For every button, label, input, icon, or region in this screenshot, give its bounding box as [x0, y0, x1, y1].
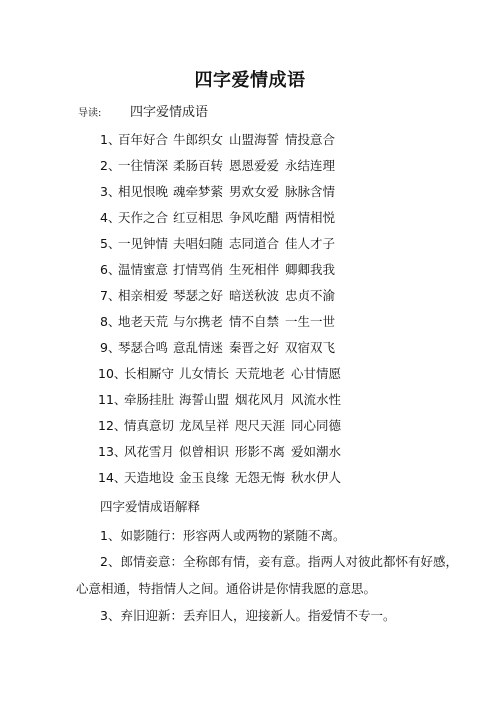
- idiom-row: [0, 416, 500, 436]
- idiom-row-number: 1、: [100, 132, 121, 147]
- document-title: 四字爱情成语: [194, 70, 306, 91]
- idiom-item: 相亲相爱: [118, 288, 169, 303]
- idiom-item: 无怨无悔: [235, 470, 286, 485]
- idiom-item: 卿卿我我: [285, 262, 336, 277]
- idiom-item: 海誓山盟: [179, 392, 230, 407]
- idiom-item: 心甘情愿: [291, 366, 342, 381]
- idiom-row-number: 8、: [100, 314, 121, 329]
- idiom-row-number: 14、: [98, 470, 127, 485]
- idiom-row-number: 3、: [100, 184, 121, 199]
- idiom-item: 脉脉含情: [285, 184, 336, 199]
- idiom-item: 魂牵梦萦: [173, 184, 224, 199]
- idiom-row-number: 7、: [100, 288, 121, 303]
- idiom-item: 双宿双飞: [285, 340, 336, 355]
- idiom-item: 形影不离: [235, 444, 286, 459]
- idiom-row-number: 12、: [98, 418, 127, 433]
- idiom-item: 地老天荒: [118, 314, 169, 329]
- idiom-item: 百年好合: [118, 132, 169, 147]
- idiom-item: 男欢女爱: [229, 184, 280, 199]
- idiom-item: 意乱情迷: [173, 340, 224, 355]
- idiom-item: 牵肠挂肚: [124, 392, 175, 407]
- idiom-row: [0, 338, 500, 358]
- lead-title: 四字爱情成语: [130, 105, 209, 120]
- idiom-row: [0, 312, 500, 332]
- idiom-row-number: 4、: [100, 210, 121, 225]
- idiom-row: [0, 468, 500, 488]
- idiom-item: 打情骂俏: [173, 262, 224, 277]
- idiom-item: 一生一世: [285, 314, 336, 329]
- lead-label: 导读:: [78, 108, 102, 119]
- idiom-item: 风流水性: [291, 392, 342, 407]
- idiom-row: [0, 182, 500, 202]
- idiom-item: 天造地设: [124, 470, 175, 485]
- idiom-row-number: 6、: [100, 262, 121, 277]
- idiom-row: [0, 442, 500, 462]
- idiom-item: 佳人才子: [285, 236, 336, 251]
- idiom-item: 秋水伊人: [291, 470, 342, 485]
- idiom-item: 风花雪月: [124, 444, 175, 459]
- idiom-row: [0, 130, 500, 150]
- idiom-item: 山盟海誓: [229, 132, 280, 147]
- idiom-item: 夫唱妇随: [173, 236, 224, 251]
- idiom-item: 天作之合: [118, 210, 169, 225]
- idiom-item: 情投意合: [285, 132, 336, 147]
- idiom-row: [0, 260, 500, 280]
- idiom-row: [0, 364, 500, 384]
- idiom-row: [0, 234, 500, 254]
- idiom-item: 金玉良缘: [179, 470, 230, 485]
- idiom-item: 争风吃醋: [229, 210, 280, 225]
- idiom-item: 志同道合: [229, 236, 280, 251]
- idiom-item: 天荒地老: [235, 366, 286, 381]
- idiom-item: 琴瑟之好: [173, 288, 224, 303]
- idiom-item: 温情蜜意: [118, 262, 169, 277]
- idiom-item: 恩恩爱爱: [229, 158, 280, 173]
- idiom-row: [0, 208, 500, 228]
- idiom-item: 龙凤呈祥: [179, 418, 230, 433]
- idiom-item: 儿女情长: [179, 366, 230, 381]
- idiom-item: 生死相伴: [229, 262, 280, 277]
- idiom-item: 琴瑟合鸣: [118, 340, 169, 355]
- idiom-item: 一往情深: [118, 158, 169, 173]
- idiom-row-number: 2、: [100, 158, 121, 173]
- idiom-item: 长相厮守: [124, 366, 175, 381]
- idiom-item: 一见钟情: [118, 236, 169, 251]
- explanation-item-3: 3、弃旧迎新：丢弃旧人，迎接新人。指爱情不专一。: [100, 608, 396, 623]
- idiom-row-number: 10、: [98, 366, 127, 381]
- idiom-item: 秦晋之好: [229, 340, 280, 355]
- idiom-item: 永结连理: [285, 158, 336, 173]
- idiom-row-number: 9、: [100, 340, 121, 355]
- idiom-item: 相见恨晚: [118, 184, 169, 199]
- explanation-item-1: 1、如影随行：形容两人或两物的紧随不离。: [100, 528, 346, 543]
- explanation-heading: 四字爱情成语解释: [100, 499, 201, 514]
- idiom-row: [0, 156, 500, 176]
- idiom-item: 似曾相识: [179, 444, 230, 459]
- idiom-row: [0, 390, 500, 410]
- idiom-item: 两情相悦: [285, 210, 336, 225]
- explanation-item-2-line-1: 2、郎情妾意：全称郎有情，妾有意。指两人对彼此都怀有好感，: [100, 554, 458, 569]
- idiom-item: 烟花风月: [235, 392, 286, 407]
- idiom-item: 与尔携老: [173, 314, 224, 329]
- idiom-row-number: 5、: [100, 236, 121, 251]
- idiom-item: 暗送秋波: [229, 288, 280, 303]
- idiom-row-number: 13、: [98, 444, 127, 459]
- idiom-item: 红豆相思: [173, 210, 224, 225]
- explanation-item-2-line-2: 心意相通，特指情人之间。通俗讲是你情我愿的意思。: [76, 581, 377, 596]
- idiom-item: 咫尺天涯: [235, 418, 286, 433]
- idiom-item: 爱如潮水: [291, 444, 342, 459]
- idiom-item: 同心同德: [291, 418, 342, 433]
- idiom-row-number: 11、: [98, 392, 127, 407]
- idiom-item: 柔肠百转: [173, 158, 224, 173]
- idiom-item: 牛郎织女: [173, 132, 224, 147]
- idiom-row: [0, 286, 500, 306]
- idiom-item: 忠贞不渝: [285, 288, 336, 303]
- idiom-item: 情真意切: [124, 418, 175, 433]
- idiom-item: 情不自禁: [229, 314, 280, 329]
